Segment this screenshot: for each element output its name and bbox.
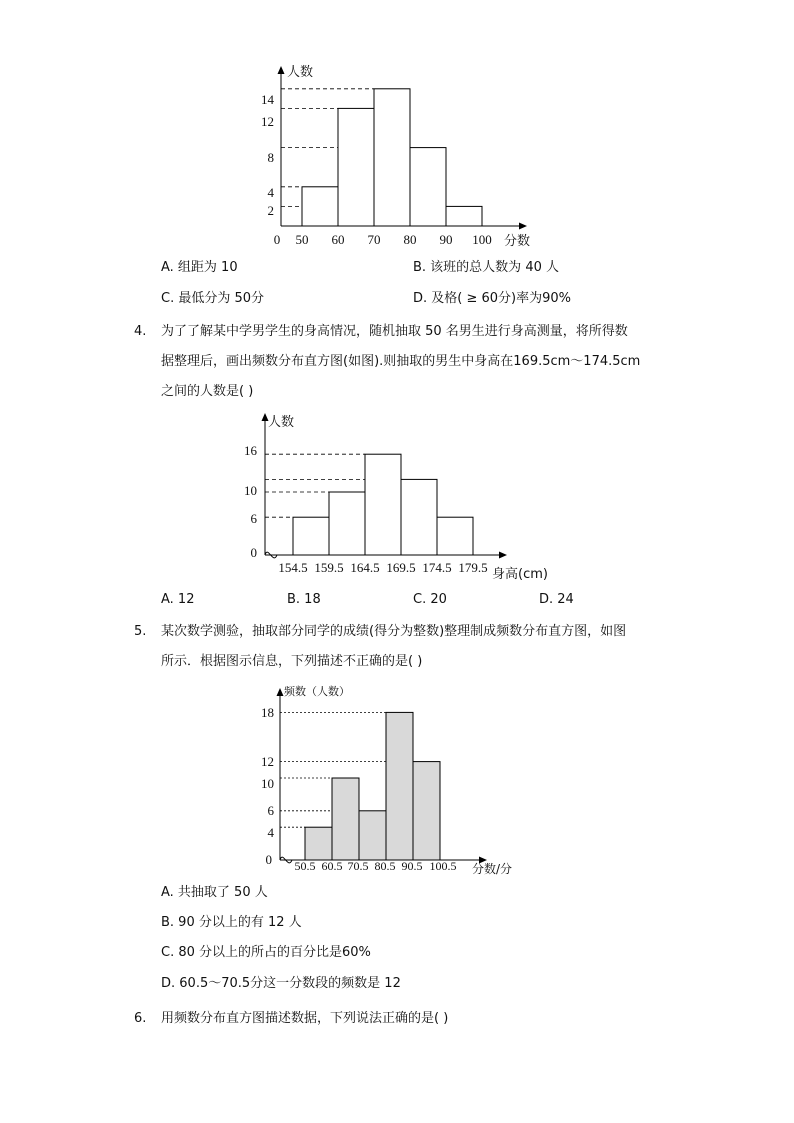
q4-option-a[interactable]: A. 12 bbox=[161, 592, 195, 607]
q4-bar-3 bbox=[365, 454, 401, 555]
q3-ytick-12: 12 bbox=[261, 114, 274, 129]
q4-xtick-179-5: 179.5 bbox=[458, 560, 488, 575]
q5-ytick-12: 12 bbox=[261, 754, 274, 769]
q3-bar-3 bbox=[374, 89, 410, 226]
q3-xtick-90: 90 bbox=[439, 232, 453, 247]
q5-option-d[interactable]: D. 60.5～70.5分这一分数段的频数是 12 bbox=[161, 976, 401, 991]
q5-xtick-100-5: 100.5 bbox=[429, 859, 457, 873]
q4-origin-label: 0 bbox=[250, 545, 257, 560]
q3-xtick-50: 50 bbox=[295, 232, 309, 247]
q4-option-b[interactable]: B. 18 bbox=[287, 592, 321, 607]
q3-option-a[interactable]: A. 组距为 10 bbox=[161, 260, 238, 275]
q6-stem: 用频数分布直方图描述数据，下列说法正确的是( ) bbox=[161, 1011, 449, 1026]
q4-stem-line-3: 之间的人数是( ) bbox=[161, 384, 254, 399]
q4-bar-2 bbox=[329, 492, 365, 555]
q3-y-axis-label: 人数 bbox=[287, 65, 314, 80]
q4-ytick-6: 6 bbox=[250, 511, 257, 526]
q5-option-b[interactable]: B. 90 分以上的有 12 人 bbox=[161, 915, 302, 930]
q4-y-axis-label: 人数 bbox=[268, 415, 295, 430]
q5-ytick-6: 6 bbox=[267, 803, 274, 818]
q4-xtick-159-5: 159.5 bbox=[314, 560, 344, 575]
q5-stem-line-1: 某次数学测验，抽取部分同学的成绩(得分为整数)整理制成频数分布直方图，如图 bbox=[161, 624, 627, 639]
q3-x-axis-label: 分数 bbox=[504, 234, 531, 249]
q4-xtick-169-5: 169.5 bbox=[386, 560, 416, 575]
q3-ytick-8: 8 bbox=[267, 150, 274, 165]
q4-stem-line-1: 为了了解某中学男学生的身高情况，随机抽取 50 名男生进行身高测量，将所得数 bbox=[161, 324, 628, 339]
q4-bar-1 bbox=[293, 517, 329, 555]
q3-bar-5 bbox=[446, 206, 482, 226]
q3-xtick-100: 100 bbox=[472, 232, 492, 247]
q5-bars bbox=[280, 712, 440, 860]
q3-option-b[interactable]: B. 该班的总人数为 40 人 bbox=[413, 260, 559, 275]
q5-stem-line-2: 所示．根据图示信息，下列描述不正确的是( ) bbox=[161, 654, 423, 669]
q5-option-c[interactable]: C. 80 分以上的所占的百分比是60% bbox=[161, 945, 371, 960]
q3-xtick-60: 60 bbox=[331, 232, 345, 247]
q4-x-axis-label: 身高(cm) bbox=[492, 567, 548, 582]
q4-stem-line-2: 据整理后，画出频数分布直方图(如图).则抽取的男生中身高在169.5cm～174.5cm bbox=[161, 354, 641, 369]
q4-ytick-16: 16 bbox=[244, 443, 257, 458]
q5-ytick-10: 10 bbox=[261, 776, 274, 791]
q4-xtick-154-5: 154.5 bbox=[278, 560, 308, 575]
q3-bar-1 bbox=[302, 187, 338, 226]
q5-xtick-90-5: 90.5 bbox=[401, 859, 423, 873]
q4-xtick-174-5: 174.5 bbox=[422, 560, 452, 575]
q3-option-d[interactable]: D. 及格( ≥ 60分)率为90% bbox=[413, 291, 572, 306]
q3-xtick-70: 70 bbox=[367, 232, 381, 247]
q3-ytick-2: 2 bbox=[267, 203, 274, 218]
q5-ytick-18: 18 bbox=[261, 705, 274, 720]
q3-ytick-4: 4 bbox=[267, 185, 274, 200]
q5-bar-4 bbox=[386, 712, 413, 860]
q5-number: 5. bbox=[134, 624, 147, 639]
q5-xtick-60-5: 60.5 bbox=[321, 859, 343, 873]
q3-bars bbox=[281, 89, 482, 226]
q5-histogram bbox=[250, 680, 530, 880]
q3-ytick-14: 14 bbox=[261, 92, 274, 107]
q4-bars bbox=[265, 454, 473, 555]
q5-bar-5 bbox=[413, 762, 440, 860]
q3-origin-label: 0 bbox=[273, 232, 281, 247]
q5-bar-2 bbox=[332, 778, 359, 860]
q3-bar-2 bbox=[338, 108, 374, 226]
q6-number: 6. bbox=[134, 1011, 147, 1026]
q5-bar-1 bbox=[305, 827, 332, 860]
q4-bar-5 bbox=[437, 517, 473, 555]
q5-bar-3 bbox=[359, 811, 386, 860]
q4-ytick-10: 10 bbox=[244, 483, 257, 498]
q5-xtick-70-5: 70.5 bbox=[347, 859, 369, 873]
q4-bar-4 bbox=[401, 479, 437, 555]
q5-ytick-4: 4 bbox=[267, 825, 274, 840]
q4-histogram bbox=[230, 408, 560, 588]
q5-x-axis-label: 分数/分 bbox=[472, 862, 513, 876]
q5-y-axis-label: 频数（人数） bbox=[284, 685, 350, 698]
q3-option-c[interactable]: C. 最低分为 50分 bbox=[161, 291, 265, 306]
q5-option-a[interactable]: A. 共抽取了 50 人 bbox=[161, 885, 268, 900]
q5-origin-label: 0 bbox=[265, 852, 272, 867]
q4-option-c[interactable]: C. 20 bbox=[413, 592, 447, 607]
q4-number: 4. bbox=[134, 324, 147, 339]
q5-xtick-80-5: 80.5 bbox=[374, 859, 396, 873]
q3-bar-4 bbox=[410, 148, 446, 226]
q4-xtick-164-5: 164.5 bbox=[350, 560, 380, 575]
q5-xtick-50-5: 50.5 bbox=[294, 859, 316, 873]
q3-xtick-80: 80 bbox=[403, 232, 417, 247]
q4-option-d[interactable]: D. 24 bbox=[539, 592, 574, 607]
q3-histogram bbox=[250, 58, 540, 253]
